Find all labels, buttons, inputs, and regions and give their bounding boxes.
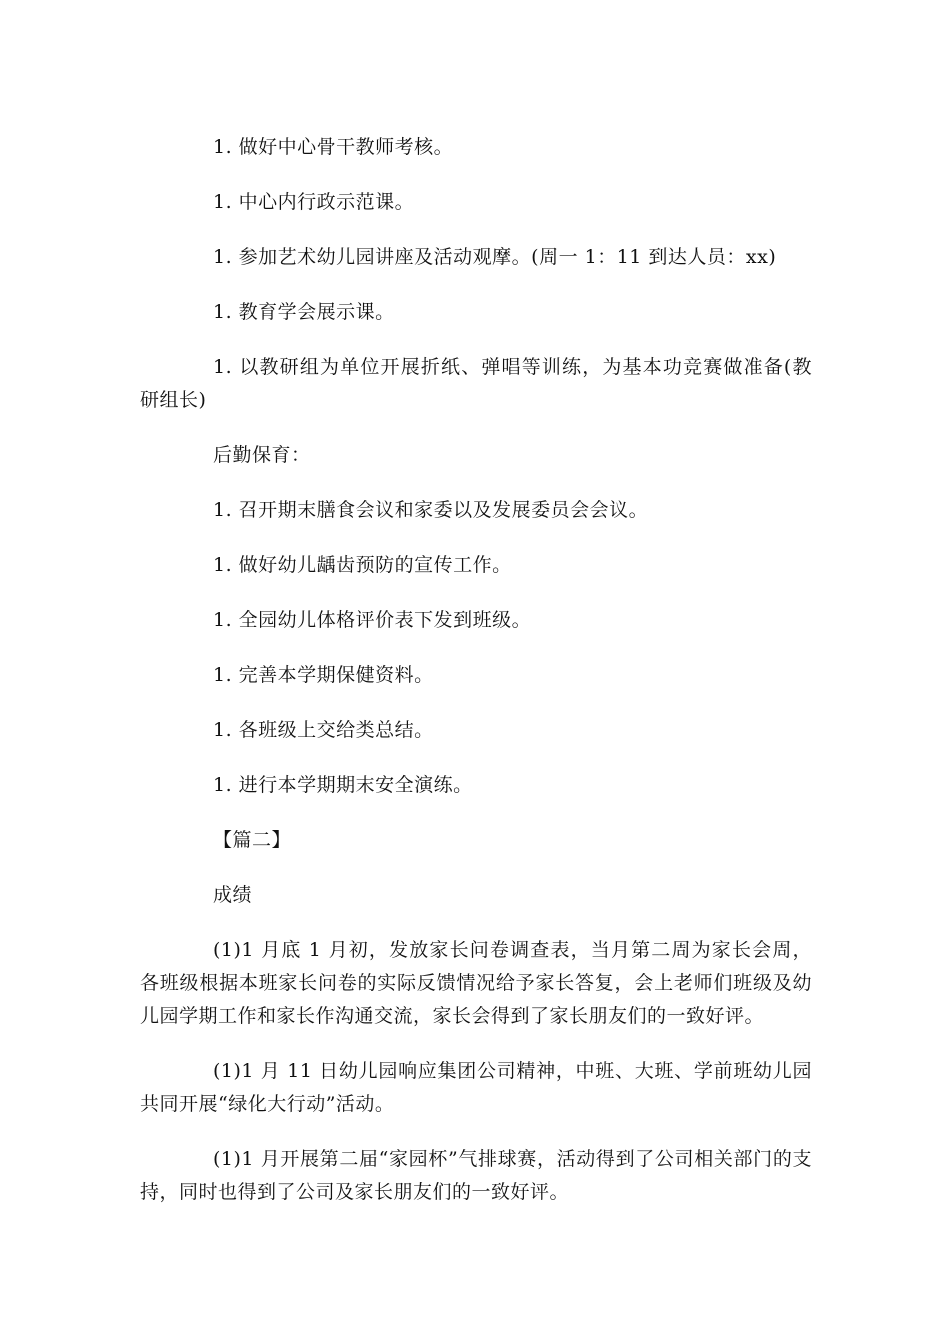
paragraph-2: 1. 中心内行政示范课。 bbox=[213, 191, 415, 213]
paragraph-9: 1. 完善本学期保健资料。 bbox=[213, 664, 434, 686]
section-heading-logistics: 后勤保育： bbox=[213, 444, 311, 466]
paragraph-4: 1. 教育学会展示课。 bbox=[213, 301, 395, 323]
paragraph-5: 1. 以教研组为单位开展折纸、弹唱等训练，为基本功竞赛做准备(教研组长) bbox=[140, 356, 812, 411]
paragraph-10: 1. 各班级上交给类总结。 bbox=[213, 719, 434, 741]
paragraph-7: 1. 做好幼儿龋齿预防的宣传工作。 bbox=[213, 554, 512, 576]
paragraph-11: 1. 进行本学期期末安全演练。 bbox=[213, 774, 473, 796]
paragraph-1: 1. 做好中心骨干教师考核。 bbox=[213, 136, 454, 158]
document-body bbox=[140, 131, 812, 1231]
paragraph-8: 1. 全园幼儿体格评价表下发到班级。 bbox=[213, 609, 532, 631]
paragraph-12: (1)1 月底 1 月初，发放家长问卷调查表，当月第二周为家长会周，各班级根据本班家长问卷的实际反馈情况给予家长答复，会上老师们班级及幼儿园学期工作和家长作沟通交流，家长会得到了家长朋友们的一致好评。 bbox=[140, 939, 812, 1027]
section-heading-achievements: 成绩 bbox=[213, 884, 253, 906]
paragraph-3: 1. 参加艺术幼儿园讲座及活动观摩。(周一 1：11 到达人员：xx) bbox=[213, 246, 777, 268]
section-heading-part-two: 【篇二】 bbox=[213, 829, 292, 851]
paragraph-13: (1)1 月 11 日幼儿园响应集团公司精神，中班、大班、学前班幼儿园共同开展“绿化大行动”活动。 bbox=[140, 1060, 812, 1115]
paragraph-14: (1)1 月开展第二届“家园杯”气排球赛，活动得到了公司相关部门的支持，同时也得到了公司及家长朋友们的一致好评。 bbox=[140, 1148, 812, 1203]
paragraph-6: 1. 召开期末膳食会议和家委以及发展委员会会议。 bbox=[213, 499, 649, 521]
